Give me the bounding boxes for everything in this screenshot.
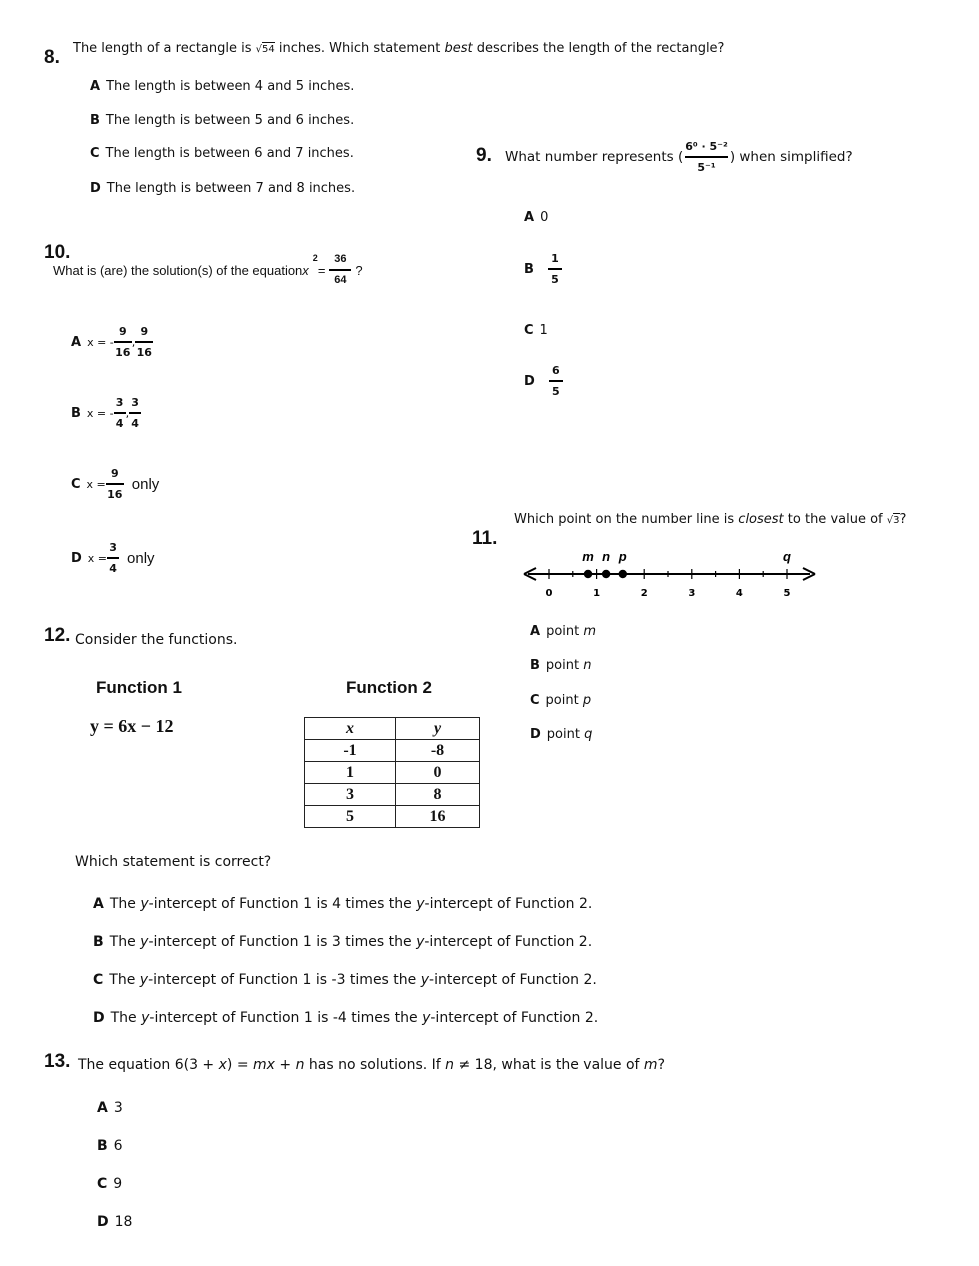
table-header-row (305, 718, 480, 740)
point-label-q: q (783, 549, 791, 564)
tick-label-1: 1 (593, 588, 601, 599)
tick-label-3: 3 (688, 588, 696, 599)
q12-option-d[interactable]: D The y-intercept of Function 1 is -4 times the y-intercept of Function 2. (93, 1010, 599, 1026)
q9-option-b[interactable]: B $\frac{1}{5}$ (524, 253, 562, 285)
q12-stem: Consider the functions. (75, 632, 238, 648)
point-m (584, 570, 592, 578)
table-row (305, 806, 480, 828)
tick-label-4: 4 (735, 588, 743, 599)
function2-table (304, 717, 480, 828)
q9-fraction: $\frac{\text{6⁰ · 5⁻²}}{\text{5⁻¹}}$ (685, 140, 728, 174)
q10-fraction: $\frac{36}{64}$ (329, 254, 351, 286)
point-label-p: p (618, 549, 627, 564)
q10-option-a[interactable]: A x = - $\frac{9}{16}$ , $\frac{9}{16}$ (71, 325, 152, 359)
q8-stem: The length of a rectangle is √54 inches. Which statement best describes the length of the rectangle? (73, 41, 725, 56)
function1-equation: y = 6x − 12 (90, 716, 174, 736)
table-row (305, 762, 480, 784)
q13-option-a[interactable]: A 3 (97, 1100, 123, 1116)
q13-option-c[interactable]: C 9 (97, 1176, 123, 1192)
tick-label-0: 0 (545, 588, 553, 599)
q9-number: 9. (476, 145, 492, 166)
point-n (602, 570, 610, 578)
q8-option-a[interactable]: A The length is between 4 and 5 inches. (90, 79, 355, 94)
q10-option-c[interactable]: C x = $\frac{9}{16}$ only (71, 467, 160, 501)
q9-stem: What number represents ( $\frac{\text{6⁰ · 5⁻²}}{\text{5⁻¹}}$ ) when simplified? (505, 140, 853, 174)
point-label-m: m (582, 549, 594, 564)
q12-option-c[interactable]: C The y-intercept of Function 1 is -3 times the y-intercept of Function 2. (93, 972, 597, 988)
table-cell: 3 (305, 784, 396, 806)
q10-number: 10. (44, 242, 71, 263)
point-label-n: n (602, 549, 611, 564)
q11-option-c[interactable]: C point p (530, 693, 592, 708)
q13-option-d[interactable]: D 18 (97, 1214, 133, 1230)
q8-option-b[interactable]: B The length is between 5 and 6 inches. (90, 113, 355, 128)
q12-option-a[interactable]: A The y-intercept of Function 1 is 4 times the y-intercept of Function 2. (93, 896, 593, 912)
table-header-y: y (396, 718, 480, 740)
table-cell: 1 (305, 762, 396, 784)
q11-number-line (520, 546, 830, 602)
q11-option-d[interactable]: D point q (530, 727, 593, 742)
table-header-x: x (305, 718, 396, 740)
table-cell: 8 (396, 784, 480, 806)
tick-label-5: 5 (783, 588, 791, 599)
q10-stem: What is (are) the solution(s) of the equation x 2 = $\frac{36}{64}$ ? (53, 253, 363, 286)
table-cell: -1 (305, 740, 396, 762)
table-cell: 5 (305, 806, 396, 828)
point-p (619, 570, 627, 578)
q12-number: 12. (44, 625, 71, 646)
tick-label-2: 2 (640, 588, 648, 599)
q8-option-c[interactable]: C The length is between 6 and 7 inches. (90, 146, 354, 161)
q11-option-b[interactable]: B point n (530, 658, 592, 673)
q10-option-b[interactable]: B x = - $\frac{3}{4}$ , $\frac{3}{4}$ (71, 397, 141, 429)
q9-option-d[interactable]: D $\frac{6}{5}$ (524, 365, 563, 397)
table-row (305, 784, 480, 806)
q9-option-a[interactable]: A 0 (524, 210, 549, 225)
q12-question: Which statement is correct? (75, 854, 272, 870)
q11-number: 11. (472, 528, 498, 549)
table-cell: 0 (396, 762, 480, 784)
table-cell: -8 (396, 740, 480, 762)
table-row (305, 740, 480, 762)
q13-number: 13. (44, 1051, 71, 1072)
q13-stem: The equation 6(3 + x) = mx + n has no solutions. If n ≠ 18, what is the value of m? (78, 1057, 665, 1073)
q11-stem: Which point on the number line is closest to the value of √3? (514, 512, 907, 527)
q9-option-c[interactable]: C 1 (524, 323, 548, 338)
q8-number: 8. (44, 47, 60, 68)
q8-option-d[interactable]: D The length is between 7 and 8 inches. (90, 181, 356, 196)
function2-title: Function 2 (346, 678, 432, 697)
q12-option-b[interactable]: B The y-intercept of Function 1 is 3 times the y-intercept of Function 2. (93, 934, 593, 950)
table-cell: 16 (396, 806, 480, 828)
q11-option-a[interactable]: A point m (530, 624, 597, 639)
q13-option-b[interactable]: B 6 (97, 1138, 123, 1154)
function1-title: Function 1 (96, 678, 182, 697)
q10-option-d[interactable]: D x = $\frac{3}{4}$ only (71, 541, 155, 575)
